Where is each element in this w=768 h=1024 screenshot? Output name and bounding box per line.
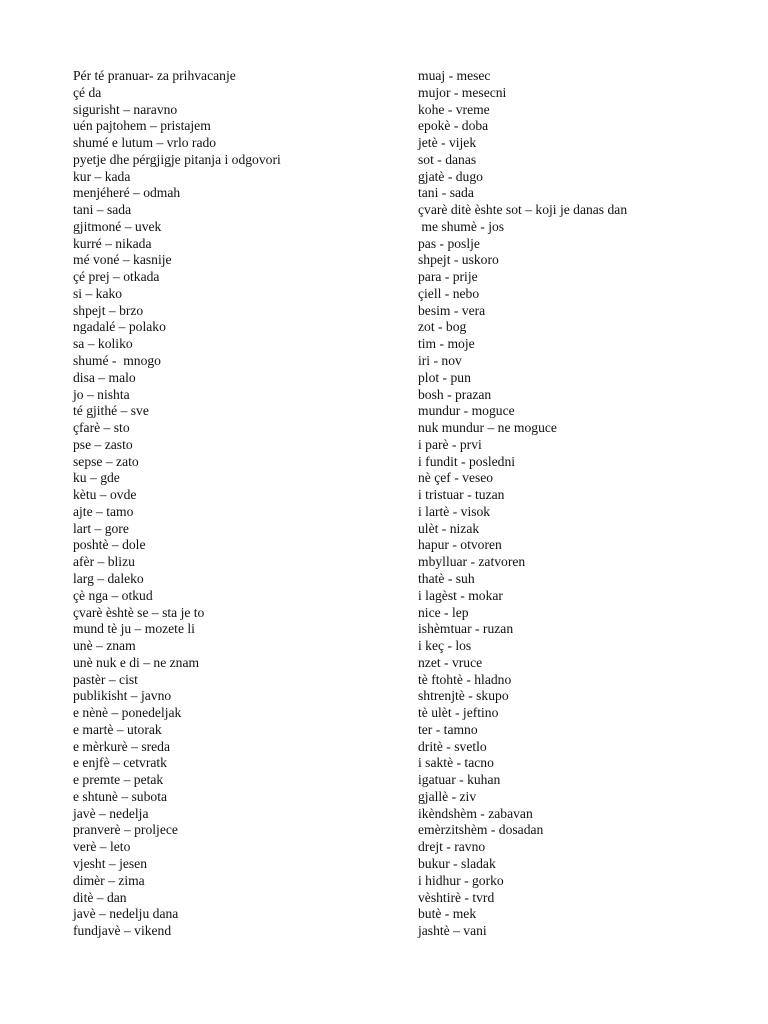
right-word-column [418, 68, 748, 940]
vocabulary-entry: çiell - nebo [418, 285, 480, 301]
vocabulary-entry: e enjfè – cetvratk [73, 755, 167, 771]
vocabulary-entry: larg – daleko [73, 570, 144, 586]
vocabulary-entry: pyetje dhe pérgjigje pitanja i odgovori [73, 151, 281, 167]
vocabulary-entry: tim - moje [418, 336, 475, 352]
left-word-column [73, 68, 408, 940]
vocabulary-entry: si – kako [73, 285, 123, 301]
vocabulary-entry: tè ftohtè - hladno [418, 671, 512, 687]
vocabulary-entry: sot - danas [418, 151, 477, 167]
vocabulary-entry: i lagèst - mokar [418, 587, 503, 603]
vocabulary-entry: pse – zasto [73, 436, 133, 452]
vocabulary-entry: Pér té pranuar- za prihvacanje [73, 68, 236, 83]
vocabulary-entry: mundur - moguce [418, 403, 515, 419]
vocabulary-entry: mbylluar - zatvoren [418, 554, 526, 570]
vocabulary-entry: ulèt - nizak [418, 520, 480, 536]
vocabulary-entry: lart – gore [73, 520, 129, 536]
vocabulary-entry: hapur - otvoren [418, 537, 502, 553]
vocabulary-entry: kètu – ovde [73, 487, 137, 503]
vocabulary-entry: i hidhur - gorko [418, 872, 504, 888]
vocabulary-entry: çé da [73, 84, 102, 100]
vocabulary-entry: nè çef - veseo [418, 470, 494, 486]
vocabulary-entry: mé voné – kasnije [73, 252, 172, 268]
vocabulary-entry: bosh - prazan [418, 386, 492, 402]
vocabulary-entry: nuk mundur – ne moguce [418, 420, 557, 436]
vocabulary-entry: zot - bog [418, 319, 467, 335]
vocabulary-entry: kur – kada [73, 168, 131, 184]
vocabulary-entry: gjatè - dugo [418, 168, 483, 184]
vocabulary-entry: uén pajtohem – pristajem [73, 118, 211, 134]
vocabulary-entry: bukur - sladak [418, 855, 496, 871]
vocabulary-entry: menjéheré – odmah [73, 185, 181, 201]
vocabulary-entry: emèrzitshèm - dosadan [418, 822, 544, 838]
vocabulary-entry: mujor - mesecni [418, 84, 507, 100]
vocabulary-entry: thatè - suh [418, 570, 475, 586]
vocabulary-entry: i tristuar - tuzan [418, 487, 505, 503]
vocabulary-entry: çvarè ditè èshte sot – koji je danas dan [418, 202, 628, 218]
vocabulary-entry: unè nuk e di – ne znam [73, 654, 200, 670]
vocabulary-entry: dritè - svetlo [418, 738, 487, 754]
vocabulary-entry: i lartè - visok [418, 503, 491, 519]
vocabulary-entry: plot - pun [418, 369, 471, 385]
vocabulary-entry: çè nga – otkud [73, 587, 153, 603]
vocabulary-entry: e mèrkurè – sreda [73, 738, 170, 754]
vocabulary-entry: vèshtirè - tvrd [418, 889, 495, 905]
vocabulary-entry: ku – gde [73, 470, 120, 486]
vocabulary-entry: shumé - mnogo [73, 353, 161, 369]
vocabulary-entry: poshtè – dole [73, 537, 146, 553]
vocabulary-entry: dimèr – zima [73, 872, 145, 888]
vocabulary-entry: drejt - ravno [418, 839, 486, 855]
vocabulary-entry: gjallè - ziv [418, 788, 477, 804]
vocabulary-entry: e nènè – ponedeljak [73, 705, 182, 721]
vocabulary-entry: ngadalé – polako [73, 319, 166, 335]
vocabulary-entry: tani – sada [73, 202, 132, 218]
vocabulary-entry: sigurisht – naravno [73, 101, 178, 117]
vocabulary-entry: muaj - mesec [418, 68, 491, 83]
vocabulary-entry: kohe - vreme [418, 101, 490, 117]
vocabulary-entry: jo – nishta [73, 386, 130, 402]
vocabulary-entry: unè – znam [73, 638, 136, 654]
vocabulary-entry: kurré – nikada [73, 235, 152, 251]
vocabulary-entry: e martè – utorak [73, 721, 162, 737]
vocabulary-entry: i keç - los [418, 638, 472, 654]
vocabulary-entry: iri - nov [418, 353, 462, 369]
vocabulary-entry: ajte – tamo [73, 503, 134, 519]
vocabulary-entry: igatuar - kuhan [418, 772, 501, 788]
vocabulary-entry: verè – leto [73, 839, 131, 855]
vocabulary-entry: ter - tamno [418, 721, 478, 737]
vocabulary-entry: gjitmoné – uvek [73, 218, 162, 234]
vocabulary-entry: pranverè – proljece [73, 822, 178, 838]
vocabulary-entry: çfarè – sto [73, 420, 130, 436]
vocabulary-entry: e premte – petak [73, 772, 164, 788]
vocabulary-entry: jashtè – vani [418, 923, 487, 939]
vocabulary-entry: tani - sada [418, 185, 474, 201]
vocabulary-entry: nzet - vruce [418, 654, 483, 670]
vocabulary-entry: javè – nedelju dana [73, 906, 179, 922]
vocabulary-entry: nice - lep [418, 604, 469, 620]
vocabulary-entry: mund tè ju – mozete li [73, 621, 195, 637]
vocabulary-entry: ditè – dan [73, 889, 127, 905]
vocabulary-entry: afèr – blizu [73, 554, 135, 570]
vocabulary-entry: i parè - prvi [418, 436, 482, 452]
vocabulary-entry: disa – malo [73, 369, 136, 385]
vocabulary-entry: butè - mek [418, 906, 477, 922]
vocabulary-entry: i fundit - posledni [418, 453, 516, 469]
vocabulary-entry: tè ulèt - jeftino [418, 705, 499, 721]
vocabulary-entry: vjesht – jesen [73, 855, 147, 871]
vocabulary-entry: pas - poslje [418, 235, 480, 251]
vocabulary-entry: me shumè - jos [418, 218, 505, 234]
vocabulary-entry: fundjavè – vikend [73, 923, 172, 939]
vocabulary-entry: e shtunè – subota [73, 788, 168, 804]
vocabulary-entry: publikisht – javno [73, 688, 172, 704]
vocabulary-entry: epokè - doba [418, 118, 489, 134]
vocabulary-entry: jetè - vijek [418, 135, 477, 151]
vocabulary-entry: sa – koliko [73, 336, 133, 352]
vocabulary-entry: javè – nedelja [73, 805, 149, 821]
vocabulary-entry: besim - vera [418, 302, 486, 318]
vocabulary-entry: pastèr – cist [73, 671, 138, 687]
vocabulary-entry: para - prije [418, 269, 478, 285]
vocabulary-entry: shumé e lutum – vrlo rado [73, 135, 217, 151]
vocabulary-entry: i saktè - tacno [418, 755, 494, 771]
vocabulary-entry: çvarè èshtè se – sta je to [73, 604, 205, 620]
vocabulary-entry: shpejt – brzo [73, 302, 144, 318]
vocabulary-entry: té gjithé – sve [73, 403, 149, 419]
vocabulary-entry: sepse – zato [73, 453, 139, 469]
vocabulary-entry: ikèndshèm - zabavan [418, 805, 533, 821]
vocabulary-entry: shtrenjtè - skupo [418, 688, 509, 704]
vocabulary-entry: shpejt - uskoro [418, 252, 499, 268]
vocabulary-entry: ishèmtuar - ruzan [418, 621, 514, 637]
vocabulary-entry: çé prej – otkada [73, 269, 160, 285]
